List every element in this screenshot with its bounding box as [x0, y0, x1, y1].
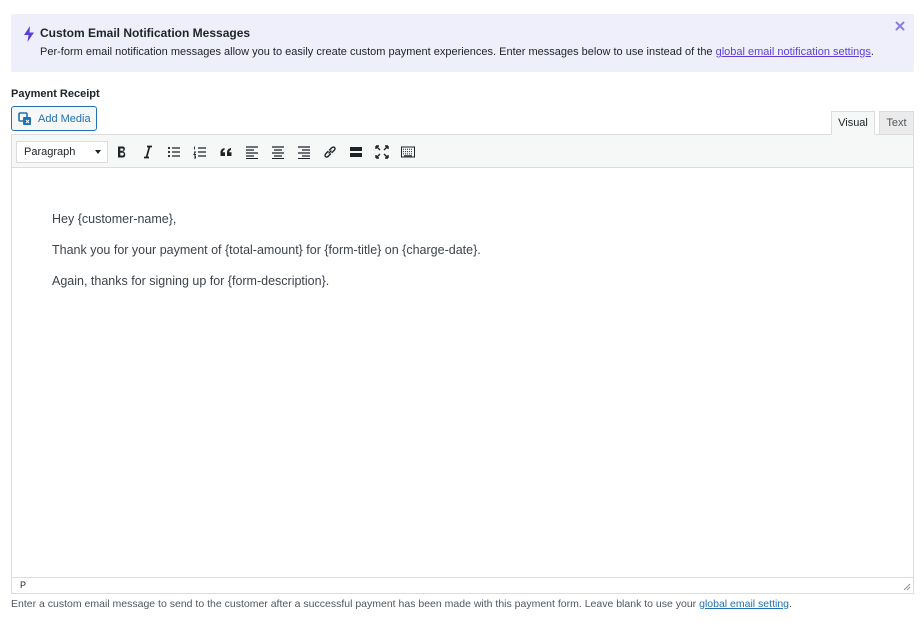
tab-text[interactable]: Text: [879, 111, 914, 135]
help-text-end: .: [789, 598, 792, 610]
editor-statusbar: [12, 577, 913, 593]
read-more-icon[interactable]: [347, 143, 365, 161]
notice-text-end: .: [870, 46, 874, 58]
content-line: Again, thanks for signing up for {form-description}.: [52, 274, 330, 288]
numbered-list-icon[interactable]: [191, 143, 209, 161]
help-text-body: Enter a custom email message to send to the customer after a successful payment has been made with this payment form. Leave blank to use your: [11, 598, 700, 610]
blockquote-icon[interactable]: [217, 143, 235, 161]
bold-icon[interactable]: [113, 143, 131, 161]
content-line: Thank you for your payment of {total-amount} for {form-title} on {charge-date}.: [52, 243, 481, 257]
align-right-icon[interactable]: [295, 143, 313, 161]
italic-icon[interactable]: [139, 143, 157, 161]
chevron-down-icon: [95, 150, 101, 154]
align-left-icon[interactable]: [243, 143, 261, 161]
media-icon: [18, 112, 32, 126]
lightning-bolt-icon: [23, 26, 35, 42]
notice-text-body: Per-form email notification messages allow you to easily create custom payment experiences. Enter messages below to use instead of the: [40, 46, 716, 58]
tab-visual[interactable]: Visual: [831, 111, 875, 135]
notice-banner: [11, 14, 914, 72]
fullscreen-icon[interactable]: [373, 143, 391, 161]
resize-handle-icon[interactable]: [903, 583, 911, 591]
add-media-label: Add Media: [38, 112, 91, 125]
editor-content[interactable]: [52, 211, 481, 304]
section-label: Payment Receipt: [11, 88, 100, 100]
element-path[interactable]: P: [20, 580, 27, 590]
format-select[interactable]: [16, 141, 108, 163]
add-media-button[interactable]: [11, 106, 97, 131]
bullet-list-icon[interactable]: [165, 143, 183, 161]
link-icon[interactable]: [321, 143, 339, 161]
rich-text-editor: [11, 134, 914, 594]
notice-text: [40, 46, 874, 58]
global-email-notification-settings-link[interactable]: global email notification settings: [715, 46, 871, 58]
notice-title: Custom Email Notification Messages: [40, 26, 251, 40]
help-text: [11, 598, 792, 610]
toolbar-toggle-icon[interactable]: [399, 143, 417, 161]
format-select-value: Paragraph: [24, 146, 76, 158]
align-center-icon[interactable]: [269, 143, 287, 161]
global-email-setting-link[interactable]: global email setting: [699, 598, 789, 610]
editor-toolbar: [12, 135, 913, 168]
close-icon[interactable]: [895, 21, 905, 31]
content-line: Hey {customer-name},: [52, 212, 177, 226]
